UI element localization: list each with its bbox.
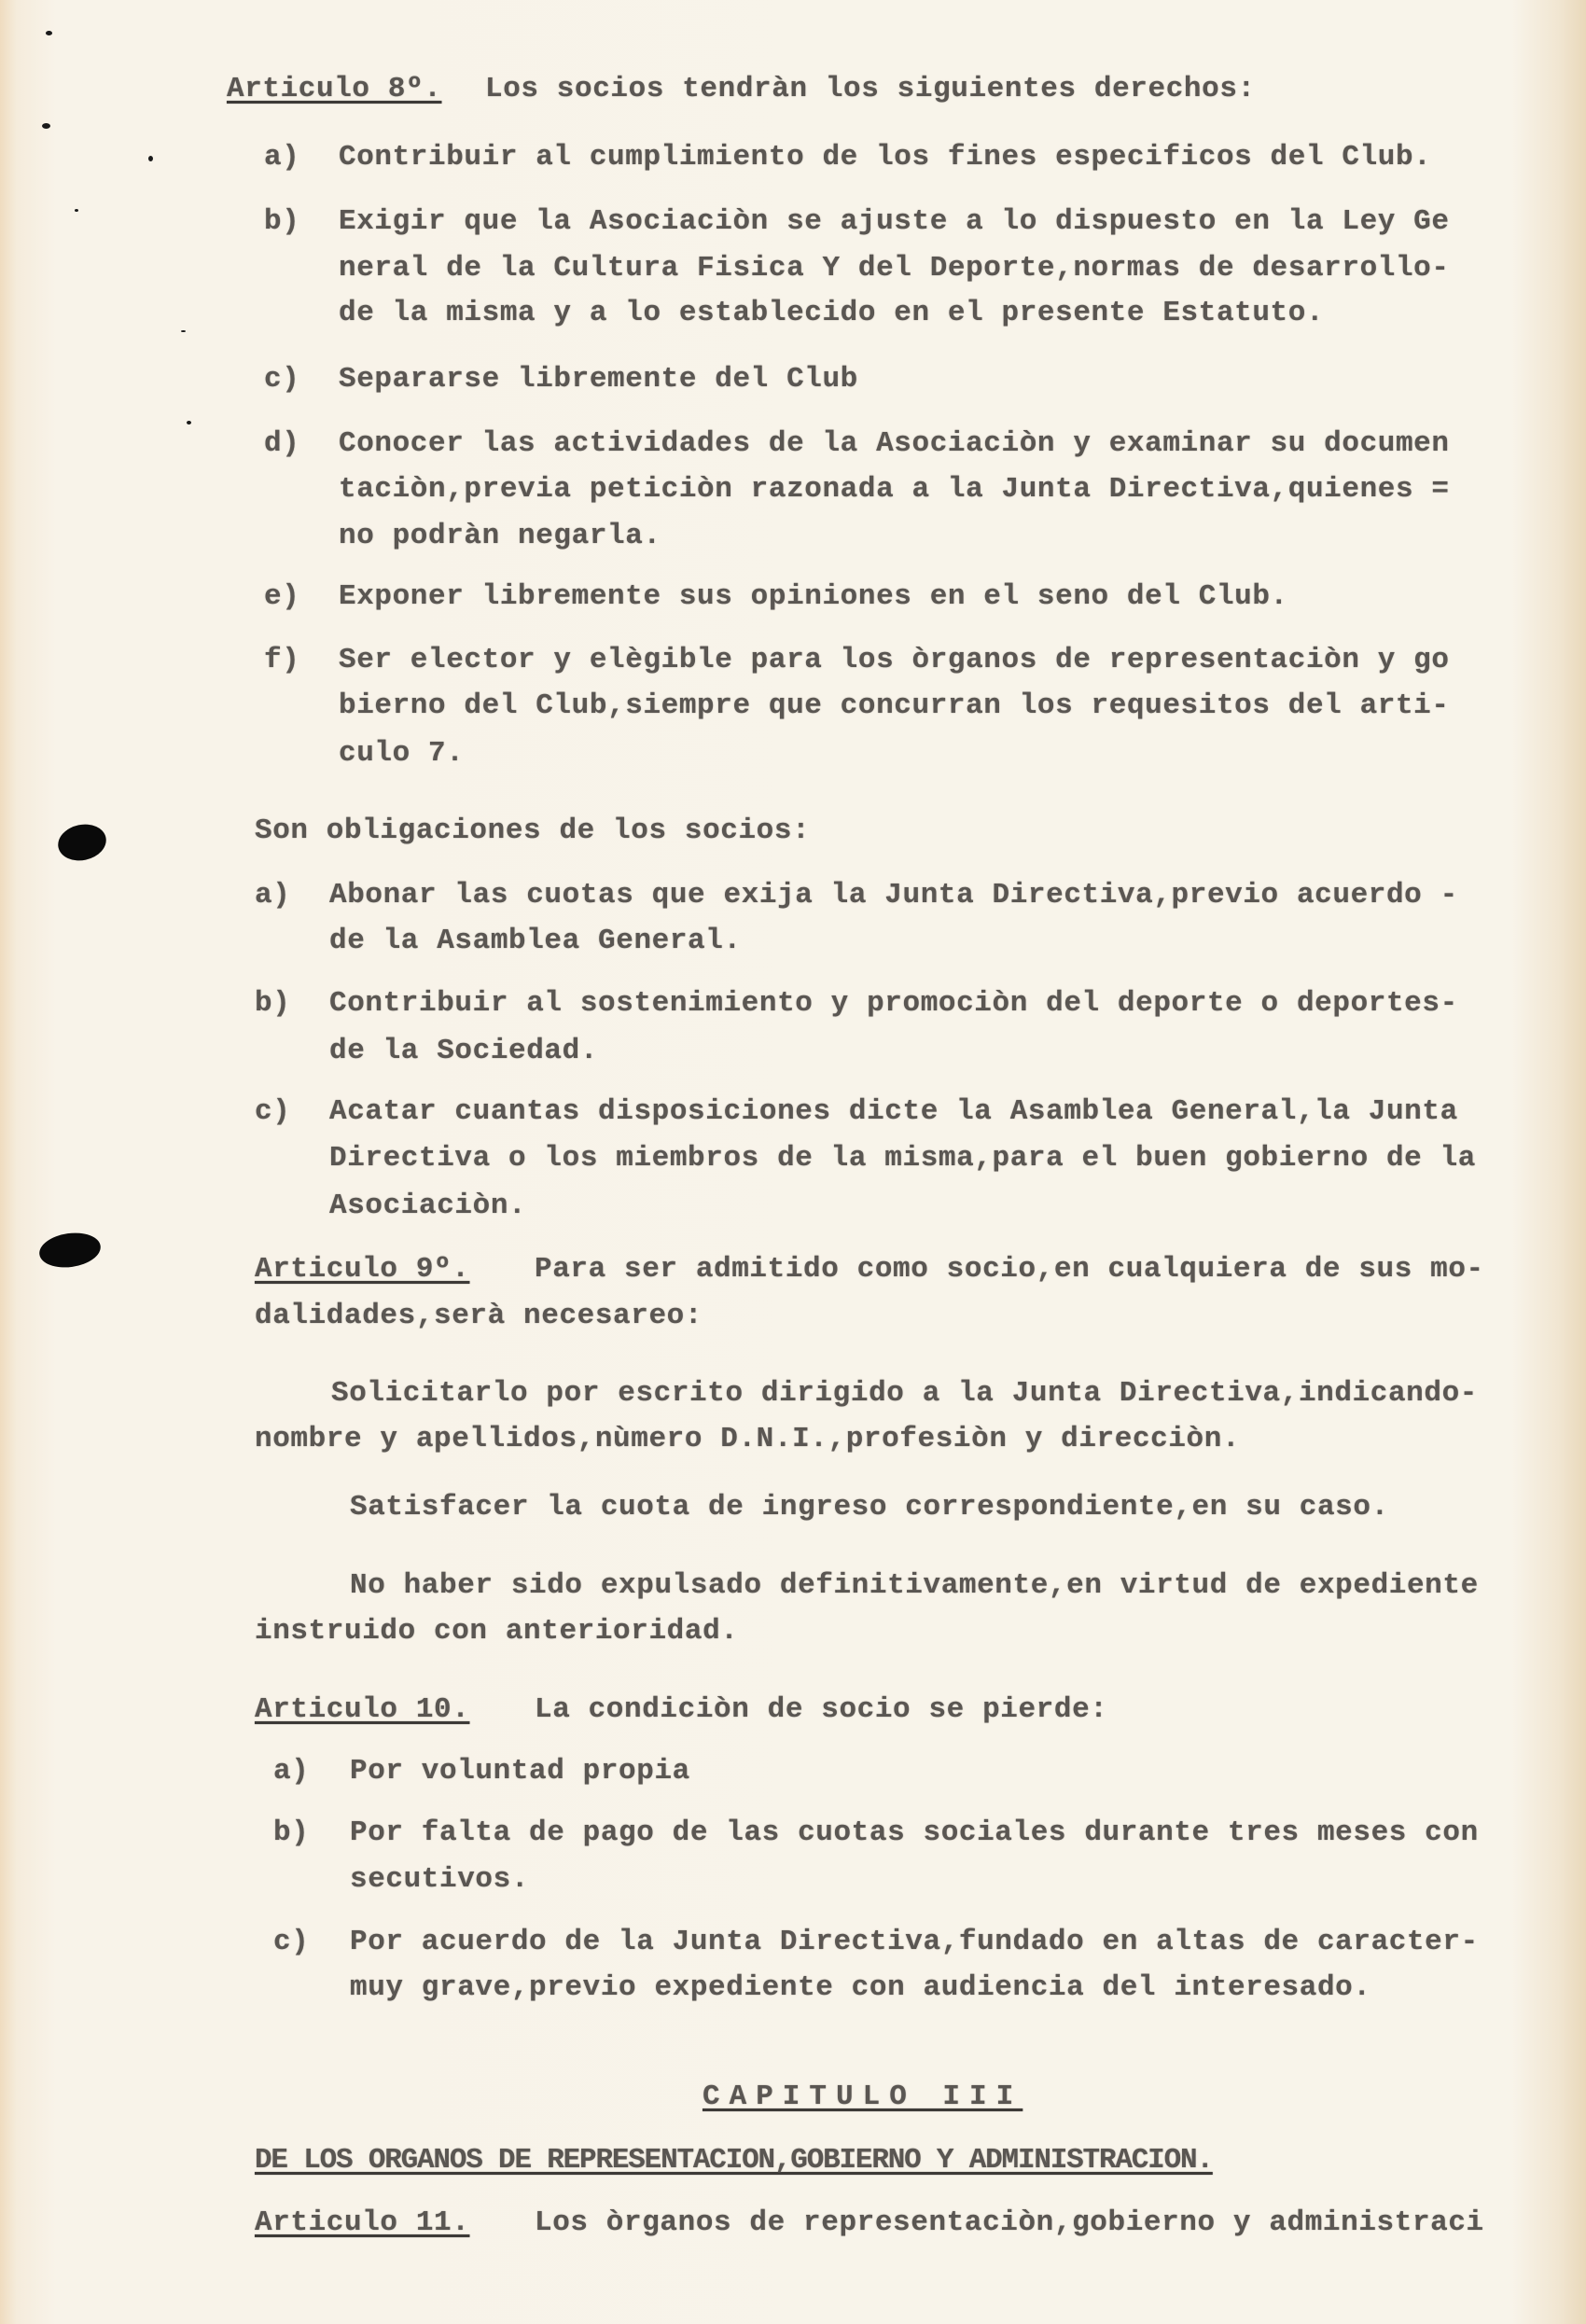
right-f-text-line-2: bierno del Club,siempre que concurran los requesitos del arti-: [339, 689, 1450, 722]
loss-b-text-line-1: Por falta de pago de las cuotas sociales durante tres meses con: [350, 1816, 1479, 1849]
right-d-text-line-2: taciòn,previa peticiòn razonada a la Junta Directiva,quienes =: [339, 473, 1450, 506]
loss-c-marker: c): [273, 1926, 310, 1958]
speck: [181, 330, 186, 332]
obligation-c-text-line-3: Asociaciòn.: [329, 1190, 527, 1222]
right-b-text-line-3: de la misma y a lo establecido en el presente Estatuto.: [339, 297, 1325, 329]
right-b-text-line-2: neral de la Cultura Fisica Y del Deporte,normas de desarrollo-: [339, 252, 1450, 285]
obligation-b-text-line-1: Contribuir al sostenimiento y promociòn del deporte o deportes-: [329, 987, 1458, 1020]
right-d-text-line-1: Conocer las actividades de la Asociaciòn y examinar su documen: [339, 427, 1450, 460]
requirement-1-line-1: Solicitarlo por escrito dirigido a la Junta Directiva,indicando-: [331, 1377, 1478, 1410]
article-8-intro: Los socios tendràn los siguientes derechos:: [485, 73, 1256, 105]
speck: [187, 421, 191, 424]
loss-b-marker: b): [273, 1816, 310, 1849]
punch-hole-bottom: [37, 1230, 103, 1272]
right-d-marker: d): [264, 427, 300, 460]
article-11-heading: Articulo 11.: [255, 2206, 470, 2239]
chapter-title: CAPITULO III: [703, 2080, 1023, 2113]
loss-c-text-line-1: Por acuerdo de la Junta Directiva,fundado en altas de caracter-: [350, 1926, 1479, 1958]
right-c-marker: c): [264, 363, 300, 396]
right-b-text-line-1: Exigir que la Asociaciòn se ajuste a lo dispuesto en la Ley Ge: [339, 205, 1450, 238]
requirement-3-line-1: No haber sido expulsado definitivamente,en virtud de expediente: [350, 1569, 1479, 1602]
speck: [46, 31, 52, 35]
right-d-text-line-3: no podràn negarla.: [339, 520, 661, 552]
right-e-text: Exponer libremente sus opiniones en el seno del Club.: [339, 580, 1288, 613]
obligation-c-text-line-1: Acatar cuantas disposiciones dicte la Asamblea General,la Junta: [329, 1095, 1458, 1128]
article-10-intro: La condiciòn de socio se pierde:: [535, 1693, 1108, 1726]
article-11-text: Los òrganos de representaciòn,gobierno y administraci: [535, 2206, 1484, 2239]
speck: [148, 156, 153, 161]
requirement-1-line-2: nombre y apellidos,nùmero D.N.I.,profesiòn y direcciòn.: [255, 1423, 1241, 1455]
obligation-b-text-line-2: de la Sociedad.: [329, 1035, 599, 1067]
obligation-c-text-line-2: Directiva o los miembros de la misma,para el buen gobierno de la: [329, 1142, 1476, 1175]
obligation-a-marker: a): [255, 879, 291, 912]
right-a-text: Contribuir al cumplimiento de los fines especificos del Club.: [339, 141, 1432, 174]
article-9-text-line-2: dalidades,serà necesareo:: [255, 1300, 703, 1332]
loss-a-text: Por voluntad propia: [350, 1755, 690, 1788]
article-9-heading: Articulo 9º.: [255, 1253, 470, 1286]
article-9-text-line-1: Para ser admitido como socio,en cualquiera de sus mo-: [535, 1253, 1484, 1286]
right-f-text-line-1: Ser elector y elègible para los òrganos de representaciòn y go: [339, 644, 1450, 676]
obligation-b-marker: b): [255, 987, 291, 1020]
right-b-marker: b): [264, 205, 300, 238]
speck: [75, 209, 78, 212]
loss-c-text-line-2: muy grave,previo expediente con audiencia del interesado.: [350, 1971, 1371, 2004]
requirement-3-line-2: instruido con anterioridad.: [255, 1615, 739, 1648]
obligation-c-marker: c): [255, 1095, 291, 1128]
requirement-2-line-1: Satisfacer la cuota de ingreso correspondiente,en su caso.: [350, 1491, 1389, 1524]
right-f-marker: f): [264, 644, 300, 676]
obligation-a-text-line-2: de la Asamblea General.: [329, 925, 742, 957]
speck: [42, 123, 50, 129]
article-10-heading: Articulo 10.: [255, 1693, 470, 1726]
punch-hole-top: [55, 820, 110, 865]
right-c-text: Separarse libremente del Club: [339, 363, 858, 396]
obligation-a-text-line-1: Abonar las cuotas que exija la Junta Directiva,previo acuerdo -: [329, 879, 1458, 912]
right-a-marker: a): [264, 141, 300, 174]
loss-b-text-line-2: secutivos.: [350, 1863, 530, 1896]
obligations-intro: Son obligaciones de los socios:: [255, 814, 811, 847]
article-8-heading: Articulo 8º.: [227, 73, 442, 105]
loss-a-marker: a): [273, 1755, 310, 1788]
right-e-marker: e): [264, 580, 300, 613]
right-f-text-line-3: culo 7.: [339, 737, 465, 770]
chapter-subtitle: DE LOS ORGANOS DE REPRESENTACION,GOBIERNO Y ADMINISTRACION.: [255, 2144, 1213, 2177]
